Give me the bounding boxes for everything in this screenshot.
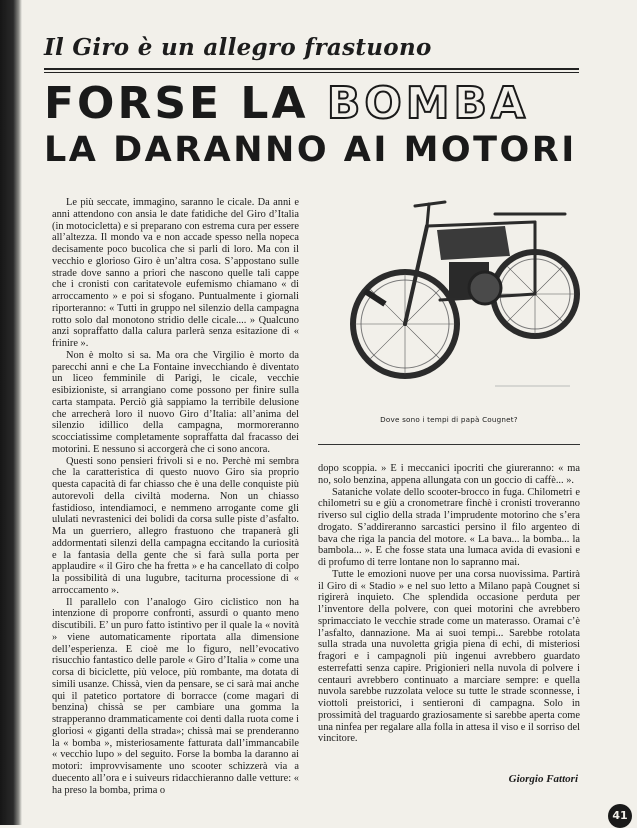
kicker-title: Il Giro è un allegro frastuono: [44, 34, 432, 61]
right-column: [318, 463, 580, 745]
vintage-motorcycle-photo: [345, 196, 580, 396]
left-paragraph: Le più seccate, immagino, saranno le cicale. Da anni e anni attendono con ansia le date fatidiche del Giro d’Italia (in motocicletta) e si preparano con estrema cura per essere all’altezza. Il mondo va e non accade spesso nella nopeca decisamente poco bucolica che si parli di loro. Ma con il vecchio e glorioso Giro è un’altra cosa. S’appostano sulle strade dove sanno a priori che nascono quelle tali cappe che i cronisti con caritatevole eufemismo chiamano « di arroccamento » e poi si sfogano. Puntualmente i giornali riporteranno: « Tutti in gruppo nel silenzio della campagna rotto solo dal monotono stridio delle cicale.... » Qualcuno anzi sopraffatto dalla calura parlerà senza esitazione di « frinire ».: [52, 197, 299, 349]
headline-line-1-start: FORSE LA: [44, 78, 309, 129]
author-signature: Giorgio Fattori: [508, 773, 578, 785]
left-paragraph: Non è molto si sa. Ma ora che Virgilio è morto da parecchi anni e che La Fontaine invecchiando è diventato un liceo femminile di Parigi, le cicale, vecchie esibizioniste, si arrangiano come possono per finire sulla carta stampata. Perciò già sappiamo la terribile delusione che arrecherà loro il nuovo Giro d’Italia: all’anima del silenzio idillico della campagna, mormoreranno scocciatissime completamente sopraffatta dal fracasso dei motorini. E nessuno si accorgerà che ci sono ancora.: [52, 349, 299, 455]
left-paragraph: Il parallelo con l’analogo Giro ciclistico non ha intenzione di proporre confronti, assurdi o quanto meno discutibili. E’ un puro fatto istintivo per il quale la « novità » viene automaticamente riportata alla dimensione dell’esperienza. E cioè me lo figuro, nell’evocativo risucchio fantastico delle parole « Giro d’Italia » come una corsa di biciclette, più veloce, più rombante, ma dotata di simili usanze. Chissà, vien da pensare, se ci sarà mai anche qui il patetico portatore di borracce (come magari di benzina) chissà se per cambiare una gomma la strapperanno drammaticamente coi denti dalla ruota come i gloriosi « giganti della strada»; chissà mai se prenderanno la « bomba », misteriosamente fatturata dall’immancabile « vecchio lupo » del seguito. Forse la bomba la daranno ai motori: improvvisamente uno scooter schizzerà via a duecento all’ora e i suiveurs ridacchieranno dalle vetture: « ha preso la bomba, prima o: [52, 596, 299, 796]
left-paragraph: Questi sono pensieri frivoli si e no. Perchè mi sembra che la caratteristica di questo nuovo Giro sia proprio questa capacità di far chiasso che è una delle conquiste più autorevoli della civiltà moderna. Non un chiasso fastidioso, intendiamoci, e nemmeno arrogante come gli ululati nevrastenici dei bolidi da corsa sulle piste d’asfalto. Ma un guerriero, allegro frastuono che trapanerà gli addormentati silenzi della campagna eccitando la curiosità e la fantasia della gente che si farà sulla porta per applaudire « il Giro che ha fretta » e ha cancellato di colpo la possibilità di una lugubre, taciturna processione di « arroccamento ».: [52, 455, 299, 596]
right-paragraph: Sataniche volate dello scooter-brocco in fuga. Chilometri e chilometri su e giù a cronometrare finchè i cronisti troveranno riverso sul ciglio della strada l’imprudente motorino che s’era drogato. S’addireranno sarcastici persino il filo argenteo di bava che riga la pancia del motore. « La bava... la bomba... la bambola... ». E che fosse stata una lumaca avida di evasioni e di profumo di terre lontane non lo sapranno mai.: [318, 486, 580, 568]
headline-outline-word: BOMBA: [326, 78, 530, 129]
right-paragraph: dopo scoppia. » E i meccanici ipocriti che giureranno: « ma no, solo benzina, appena allungata con un goccio di caffè... ».: [318, 463, 580, 486]
right-paragraph: Tutte le emozioni nuove per una corsa nuovissima. Partirà il Giro di « Stadio » e nel suo letto a Milano papà Cougnet si rigirerà inquieto. Che splendida occasione perduta per l’inventore della polvere, con quei motorini che avrebbero sprimacciato le vecchie strade come un materasso. Oramai c’è l’asfalto, dannazione. Ma ai suoi tempi... Sarebbe rotolata sulla strada una nuvoletta grigia piena di echi, di misteriosi fragori e i campagnoli più ingenui avrebbero guardato esterrefatti senza capire. Prigionieri nella nuvola di polvere i centauri avrebbero continuato a marciare sempre: e quella nuvola sarebbe ruzzolata veloce su tutte le strade sconnesse, i viottoli preistorici, i sentieroni di campagna. Solo in prossimità del traguardo graziosamente si sarebbe aperta come una ninfea per regalare alla folla in attesa il viso e il sorriso del vincitore.: [318, 568, 580, 745]
photo-caption: Dove sono i tempi di papà Cougnet?: [380, 415, 518, 424]
page-number: 41: [608, 804, 632, 828]
headline-line-2: LA DARANNO AI MOTORI: [44, 130, 577, 170]
headline-line-1: [44, 80, 584, 128]
header-rule: [44, 68, 579, 70]
binding-edge: [0, 0, 22, 825]
headline: [44, 80, 584, 170]
column-divider: [318, 444, 580, 445]
left-column: [52, 197, 299, 796]
header-rule-thin: [44, 72, 579, 73]
